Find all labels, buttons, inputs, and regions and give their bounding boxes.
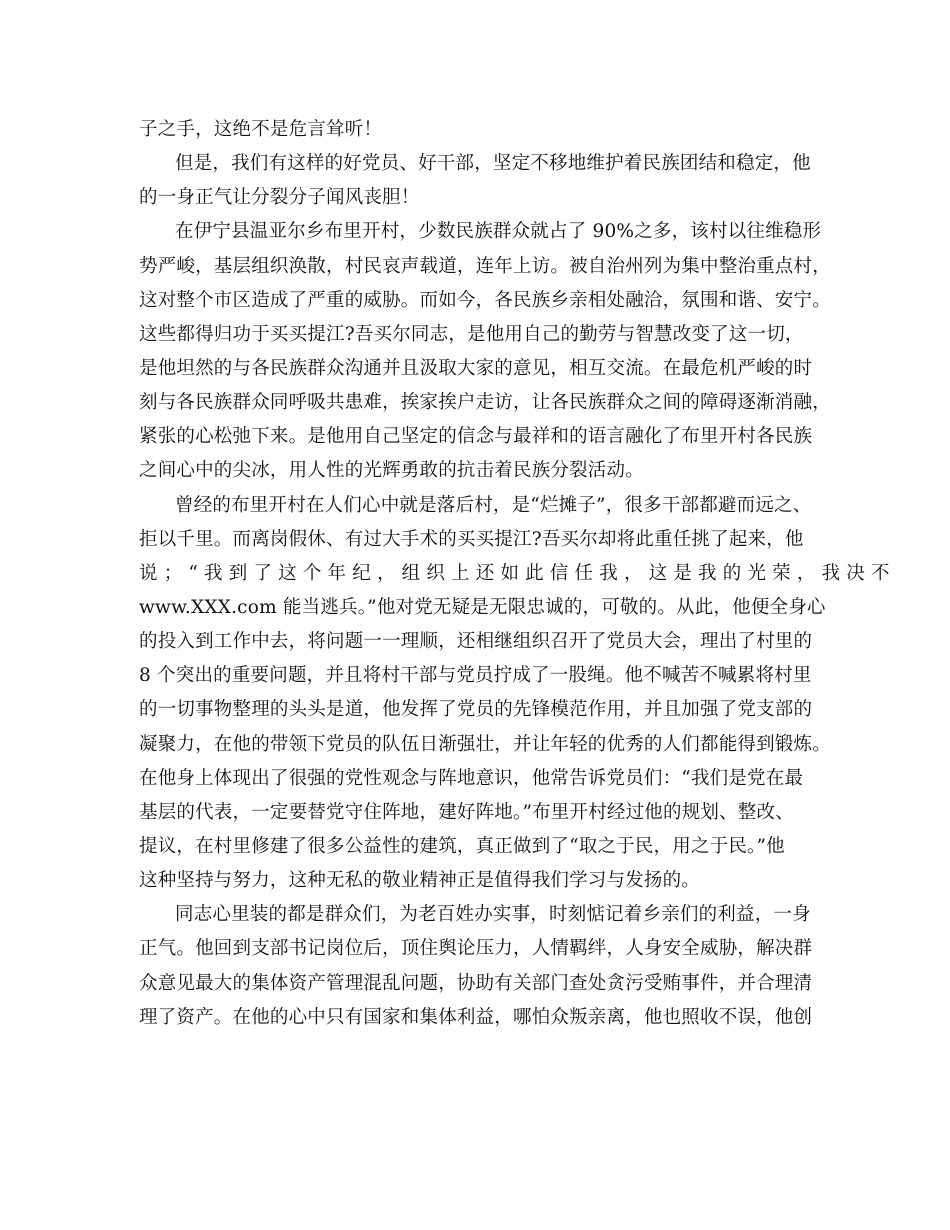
text-line: 众意见最大的集体资产管理混乱问题，协助有关部门查处贪污受贿事件，并合理清 (139, 972, 813, 994)
text-line: 这种坚持与努力，这种无私的敬业精神正是值得我们学习与发扬的。 (139, 870, 701, 892)
text-line: 拒以千里。而离岗假休、有过大手术的买买提江?吾买尔却将此重任挑了起来，他 (139, 528, 804, 550)
document-body (139, 113, 896, 1035)
text-line: 这对整个市区造成了严重的威胁。而如今，各民族乡亲相处融洽，氛围和谐、安宁。 (139, 289, 831, 311)
text-line: www.XXX.com 能当逃兵。”他对党无疑是无限忠诚的，可敬的。从此，他便全身心 (139, 596, 826, 618)
text-line: 刻与各民族群众同呼吸共患难，挨家挨户走访，让各民族群众之间的障碍逐渐消融， (139, 392, 831, 414)
text-line: 这些都得归功于买买提江?吾买尔同志，是他用自己的勤劳与智慧改变了这一切， (139, 323, 804, 345)
text-line: 基层的代表，一定要替党守住阵地，建好阵地。”布里开村经过他的规划、整改、 (139, 801, 794, 823)
text-line: 提议，在村里修建了很多公益性的建筑，真正做到了“取之于民，用之于民。”他 (139, 835, 785, 857)
text-line: 的一身正气让分裂分子闻风丧胆！ (139, 187, 420, 209)
text-line: 势严峻，基层组织涣散，村民哀声载道，连年上访。被自治州列为集中整治重点村， (139, 255, 831, 277)
paragraph-start-line: 曾经的布里开村在人们心中就是落后村，是“烂摊子”，很多干部都避而远之、 (175, 494, 812, 516)
paragraph-start-line: 但是，我们有这样的好党员、好干部，坚定不移地维护着民族团结和稳定，他 (175, 153, 811, 175)
text-line: 8 个突出的重要问题，并且将村干部与党员拧成了一股绳。他不喊苦不喊累将村里 (139, 665, 812, 687)
paragraph-start-line: 同志心里装的都是群众们，为老百姓办实事，时刻惦记着乡亲们的利益，一身 (175, 904, 811, 926)
text-line: 的投入到工作中去，将问题一一理顺，还相继组织召开了党员大会，理出了村里的 (139, 631, 813, 653)
text-line: 凝聚力，在他的带领下党员的队伍日渐强壮，并让年轻的优秀的人们都能得到锻炼。 (139, 733, 831, 755)
text-line: 紧张的心松弛下来。是他用自己坚定的信念与最祥和的语言融化了布里开村各民族 (139, 426, 813, 448)
text-line: 的一切事物整理的头头是道，他发挥了党员的先锋模范作用，并且加强了党支部的 (139, 699, 813, 721)
text-line: 理了资产。在他的心中只有国家和集体利益，哪怕众叛亲离，他也照收不误，他创 (139, 1006, 813, 1028)
text-line: 子之手，这绝不是危言耸听！ (139, 119, 383, 140)
text-line: 在他身上体现出了很强的党性观念与阵地意识，他常告诉党员们：“我们是党在最 (139, 767, 804, 789)
text-line: 正气。他回到支部书记岗位后，顶住舆论压力，人情羁绊，人身安全威胁，解决群 (139, 938, 813, 960)
paragraph-start-line: 在伊宁县温亚尔乡布里开村，少数民族群众就占了 90%之多，该村以往维稳形 (175, 221, 822, 243)
text-line: 之间心中的尖冰，用人性的光辉勇敢的抗击着民族分裂活动。 (139, 460, 644, 482)
text-line: 说；“我到了这个年纪，组织上还如此信任我，这是我的光荣，我决不 (139, 562, 896, 584)
text-line: 是他坦然的与各民族群众沟通并且汲取大家的意见，相互交流。在最危机严峻的时 (139, 357, 813, 379)
